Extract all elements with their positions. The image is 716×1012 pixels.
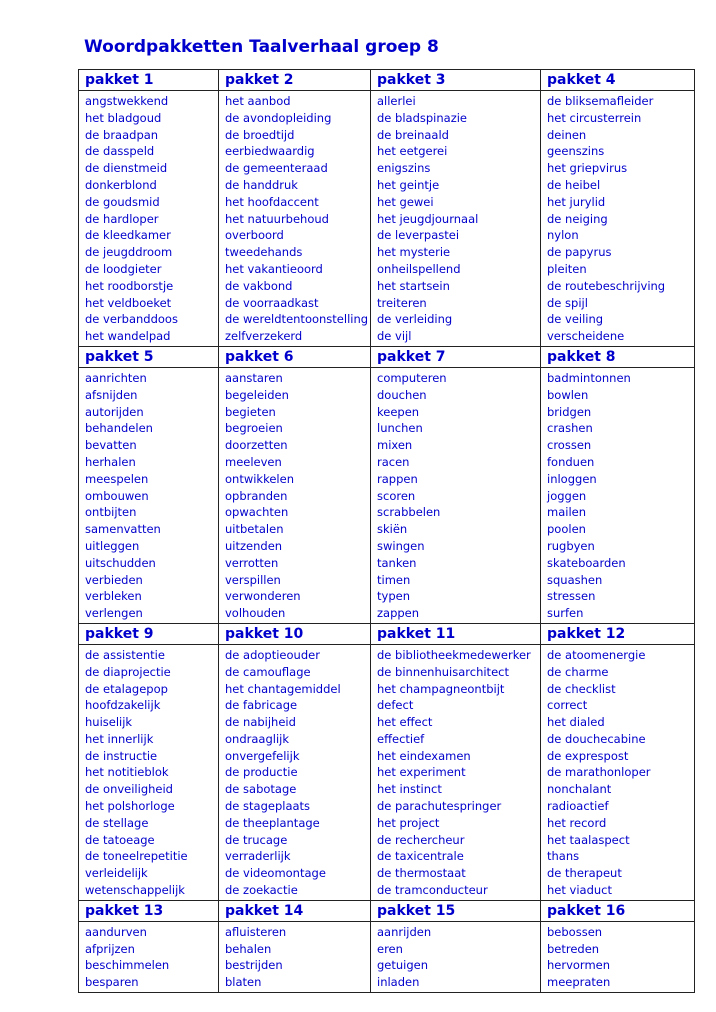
word-item: het instinct: [377, 782, 442, 797]
word-item: verbieden: [85, 572, 143, 587]
word-item: bowlen: [547, 387, 589, 402]
word-item: de spijl: [547, 295, 588, 310]
word-item: ontbijten: [85, 505, 137, 520]
word-item: de camouflage: [225, 664, 311, 679]
word-item: de rechercheur: [377, 832, 465, 847]
word-item: de broedtijd: [225, 127, 295, 142]
package-title: pakket 15: [371, 900, 541, 921]
word-item: de vijl: [377, 329, 412, 344]
word-item: eerbiedwaardig: [225, 144, 315, 159]
word-item: het record: [547, 815, 607, 830]
word-item: de binnenhuisarchitect: [377, 664, 509, 679]
package-word-list: [79, 921, 219, 992]
word-item: onvergefelijk: [225, 748, 300, 763]
word-item: de verleiding: [377, 312, 453, 327]
word-item: uitzenden: [225, 538, 283, 553]
word-item: de dasspeld: [85, 144, 155, 159]
word-item: het circusterrein: [547, 110, 642, 125]
word-item: de thermostaat: [377, 866, 466, 881]
word-item: aanstaren: [225, 370, 283, 385]
page-title: Woordpakketten Taalverhaal groep 8: [84, 37, 439, 57]
word-item: overboord: [225, 228, 284, 243]
word-item: het eindexamen: [377, 748, 471, 763]
word-item: tweedehands: [225, 245, 303, 260]
word-item: het polshorloge: [85, 799, 175, 814]
word-item: het project: [377, 815, 440, 830]
word-item: het effect: [377, 715, 433, 730]
word-item: effectief: [377, 731, 425, 746]
word-item: skateboarden: [547, 555, 626, 570]
word-item: verscheidene: [547, 329, 625, 344]
word-item: opwachten: [225, 505, 289, 520]
word-item: de atoomenergie: [547, 647, 646, 662]
package-word-list: [541, 644, 695, 900]
word-item: de handdruk: [225, 177, 298, 192]
word-item: getuigen: [377, 958, 429, 973]
package-words-row: [79, 91, 695, 347]
word-item: ontwikkelen: [225, 471, 294, 486]
word-item: het roodborstje: [85, 278, 174, 293]
word-item: badmintonnen: [547, 370, 631, 385]
package-title: pakket 4: [541, 70, 695, 91]
word-item: de therapeut: [547, 866, 622, 881]
word-item: de taxicentrale: [377, 849, 464, 864]
word-item: crossen: [547, 438, 592, 453]
word-item: computeren: [377, 370, 447, 385]
package-title: pakket 1: [79, 70, 219, 91]
package-word-list: [79, 367, 219, 623]
word-item: de marathonloper: [547, 765, 651, 780]
word-item: bebossen: [547, 924, 603, 939]
word-item: beschimmelen: [85, 958, 170, 973]
word-item: begieten: [225, 404, 276, 419]
word-item: het notitieblok: [85, 765, 169, 780]
word-item: radioactief: [547, 799, 609, 814]
package-header-row: [79, 70, 695, 91]
package-word-list: [541, 91, 695, 347]
word-item: het aanbod: [225, 94, 291, 108]
word-item: de parachutespringer: [377, 799, 502, 814]
word-item: uitleggen: [85, 538, 140, 553]
word-item: verspillen: [225, 572, 281, 587]
word-item: afprijzen: [85, 941, 135, 956]
word-item: allerlei: [377, 94, 416, 108]
word-item: de tramconducteur: [377, 883, 488, 898]
package-title: pakket 7: [371, 346, 541, 367]
word-item: samenvatten: [85, 522, 161, 537]
package-word-list: [219, 644, 371, 900]
word-item: het natuurbehoud: [225, 211, 329, 226]
word-item: de adoptieouder: [225, 647, 320, 662]
word-item: crashen: [547, 421, 593, 436]
word-item: aandurven: [85, 924, 147, 939]
word-item: de breinaald: [377, 127, 449, 142]
word-item: de kleedkamer: [85, 228, 171, 243]
word-item: zelfverzekerd: [225, 329, 303, 344]
package-word-list: [371, 644, 541, 900]
word-item: de voorraadkast: [225, 295, 319, 310]
word-item: blaten: [225, 975, 262, 990]
package-title: pakket 16: [541, 900, 695, 921]
package-word-list: [541, 367, 695, 623]
word-item: het mysterie: [377, 245, 451, 260]
word-item: geenszins: [547, 144, 605, 159]
word-item: de checklist: [547, 681, 616, 696]
word-item: timen: [377, 572, 411, 587]
word-item: deinen: [547, 127, 587, 142]
word-item: de videomontage: [225, 866, 326, 881]
word-item: de fabricage: [225, 698, 298, 713]
word-item: het innerlijk: [85, 731, 154, 746]
package-title: pakket 9: [79, 623, 219, 644]
word-item: het bladgoud: [85, 110, 162, 125]
word-item: inladen: [377, 975, 420, 990]
word-item: de routebeschrijving: [547, 278, 666, 293]
word-item: de vakbond: [225, 278, 293, 293]
word-item: het geintje: [377, 177, 440, 192]
word-item: de toneelrepetitie: [85, 849, 188, 864]
word-item: verwonderen: [225, 589, 301, 604]
word-item: rappen: [377, 471, 418, 486]
word-item: de bliksemafleider: [547, 94, 654, 108]
word-item: wetenschappelijk: [85, 883, 185, 898]
word-item: verbleken: [85, 589, 142, 604]
word-item: zappen: [377, 606, 420, 621]
word-item: de onveiligheid: [85, 782, 173, 797]
package-words-row: [79, 921, 695, 992]
word-item: de heibel: [547, 177, 601, 192]
word-item: mailen: [547, 505, 587, 520]
word-item: het viaduct: [547, 883, 612, 898]
word-item: ondraaglijk: [225, 731, 289, 746]
package-title: pakket 10: [219, 623, 371, 644]
word-item: betreden: [547, 941, 600, 956]
package-title: pakket 13: [79, 900, 219, 921]
word-item: de papyrus: [547, 245, 612, 260]
word-item: begroeien: [225, 421, 283, 436]
package-word-list: [79, 644, 219, 900]
word-item: onheilspellend: [377, 261, 461, 276]
word-item: de nabijheid: [225, 715, 296, 730]
word-item: de trucage: [225, 832, 288, 847]
word-item: uitschudden: [85, 555, 156, 570]
word-item: aanrichten: [85, 370, 147, 385]
word-item: joggen: [547, 488, 587, 503]
word-item: het chantagemiddel: [225, 681, 341, 696]
word-item: surfen: [547, 606, 584, 621]
word-item: de goudsmid: [85, 194, 160, 209]
package-word-list: [371, 91, 541, 347]
package-word-list: [219, 367, 371, 623]
word-item: enigszins: [377, 161, 431, 176]
word-item: afsnijden: [85, 387, 138, 402]
word-item: meeleven: [225, 454, 282, 469]
word-item: volhouden: [225, 606, 286, 621]
package-word-list: [79, 91, 219, 347]
word-item: typen: [377, 589, 410, 604]
word-item: swingen: [377, 538, 425, 553]
word-item: thans: [547, 849, 580, 864]
word-item: het eetgerei: [377, 144, 448, 159]
word-item: donkerblond: [85, 177, 157, 192]
word-item: verrotten: [225, 555, 279, 570]
word-item: begeleiden: [225, 387, 289, 402]
word-item: de zoekactie: [225, 883, 298, 898]
word-item: mixen: [377, 438, 413, 453]
word-item: de diaprojectie: [85, 664, 171, 679]
word-item: meespelen: [85, 471, 149, 486]
word-item: racen: [377, 454, 410, 469]
word-item: de leverpastei: [377, 228, 460, 243]
word-item: de productie: [225, 765, 298, 780]
package-title: pakket 6: [219, 346, 371, 367]
word-item: afluisteren: [225, 924, 287, 939]
word-item: treiteren: [377, 295, 427, 310]
word-item: correct: [547, 698, 588, 713]
word-item: defect: [377, 698, 414, 713]
word-item: meepraten: [547, 975, 611, 990]
word-item: de wereldtentoonstelling: [225, 312, 369, 327]
word-item: poolen: [547, 522, 586, 537]
word-item: skiën: [377, 522, 408, 537]
word-item: het jeugdjournaal: [377, 211, 479, 226]
word-item: hoofdzakelijk: [85, 698, 161, 713]
word-item: de assistentie: [85, 647, 165, 662]
word-item: het wandelpad: [85, 329, 171, 344]
word-item: het vakantieoord: [225, 261, 323, 276]
package-word-list: [371, 367, 541, 623]
word-item: nonchalant: [547, 782, 612, 797]
word-item: de charme: [547, 664, 609, 679]
word-item: bridgen: [547, 404, 592, 419]
word-item: de douchecabine: [547, 731, 646, 746]
package-title: pakket 11: [371, 623, 541, 644]
package-title: pakket 8: [541, 346, 695, 367]
word-item: de tatoeage: [85, 832, 155, 847]
word-item: de dienstmeid: [85, 161, 168, 176]
word-item: het veldboeket: [85, 295, 172, 310]
package-word-list: [219, 921, 371, 992]
word-item: de avondopleiding: [225, 110, 332, 125]
word-item: de exprespost: [547, 748, 629, 763]
word-item: de gemeenteraad: [225, 161, 328, 176]
word-item: verlengen: [85, 606, 143, 621]
word-item: de bladspinazie: [377, 110, 468, 125]
word-item: de veiling: [547, 312, 604, 327]
word-item: de bibliotheekmedewerker: [377, 647, 531, 662]
word-item: aanrijden: [377, 924, 432, 939]
word-item: bestrijden: [225, 958, 283, 973]
package-header-row: [79, 623, 695, 644]
word-item: doorzetten: [225, 438, 288, 453]
package-title: pakket 3: [371, 70, 541, 91]
word-item: de instructie: [85, 748, 158, 763]
word-item: scrabbelen: [377, 505, 441, 520]
word-item: herhalen: [85, 454, 136, 469]
word-item: de hardloper: [85, 211, 159, 226]
word-item: bevatten: [85, 438, 137, 453]
package-title: pakket 5: [79, 346, 219, 367]
word-item: keepen: [377, 404, 420, 419]
word-item: angstwekkend: [85, 94, 169, 108]
word-item: douchen: [377, 387, 427, 402]
word-item: de braadpan: [85, 127, 159, 142]
word-item: de sabotage: [225, 782, 297, 797]
word-item: het startsein: [377, 278, 450, 293]
word-item: het experiment: [377, 765, 466, 780]
word-item: uitbetalen: [225, 522, 284, 537]
word-item: tanken: [377, 555, 417, 570]
word-item: de loodgieter: [85, 261, 162, 276]
word-item: de verbanddoos: [85, 312, 178, 327]
word-item: het dialed: [547, 715, 605, 730]
word-item: hervormen: [547, 958, 611, 973]
word-item: rugbyen: [547, 538, 595, 553]
word-item: behandelen: [85, 421, 153, 436]
word-item: fonduen: [547, 454, 595, 469]
packages-table: [78, 69, 695, 993]
word-item: de etalagepop: [85, 681, 168, 696]
package-header-row: [79, 346, 695, 367]
word-item: het gewei: [377, 194, 434, 209]
word-item: pleiten: [547, 261, 587, 276]
word-item: opbranden: [225, 488, 288, 503]
word-item: huiselijk: [85, 715, 133, 730]
word-item: squashen: [547, 572, 603, 587]
word-item: verleidelijk: [85, 866, 148, 881]
word-item: de neiging: [547, 211, 608, 226]
word-item: het hoofdaccent: [225, 194, 319, 209]
package-word-list: [541, 921, 695, 992]
word-item: eren: [377, 941, 403, 956]
word-item: scoren: [377, 488, 416, 503]
package-words-row: [79, 367, 695, 623]
word-item: stressen: [547, 589, 596, 604]
package-word-list: [371, 921, 541, 992]
word-item: verraderlijk: [225, 849, 291, 864]
word-item: besparen: [85, 975, 139, 990]
word-item: het taalaspect: [547, 832, 630, 847]
word-item: het jurylid: [547, 194, 606, 209]
package-words-row: [79, 644, 695, 900]
word-item: de stellage: [85, 815, 149, 830]
word-item: inloggen: [547, 471, 597, 486]
package-word-list: [219, 91, 371, 347]
package-header-row: [79, 900, 695, 921]
word-item: het griepvirus: [547, 161, 628, 176]
word-item: de stageplaats: [225, 799, 311, 814]
word-item: ombouwen: [85, 488, 149, 503]
word-item: autorijden: [85, 404, 144, 419]
word-item: het champagneontbijt: [377, 681, 505, 696]
package-title: pakket 12: [541, 623, 695, 644]
package-title: pakket 2: [219, 70, 371, 91]
word-item: nylon: [547, 228, 579, 243]
word-item: de jeugddroom: [85, 245, 173, 260]
word-item: behalen: [225, 941, 272, 956]
word-item: de theeplantage: [225, 815, 320, 830]
word-item: lunchen: [377, 421, 423, 436]
package-title: pakket 14: [219, 900, 371, 921]
